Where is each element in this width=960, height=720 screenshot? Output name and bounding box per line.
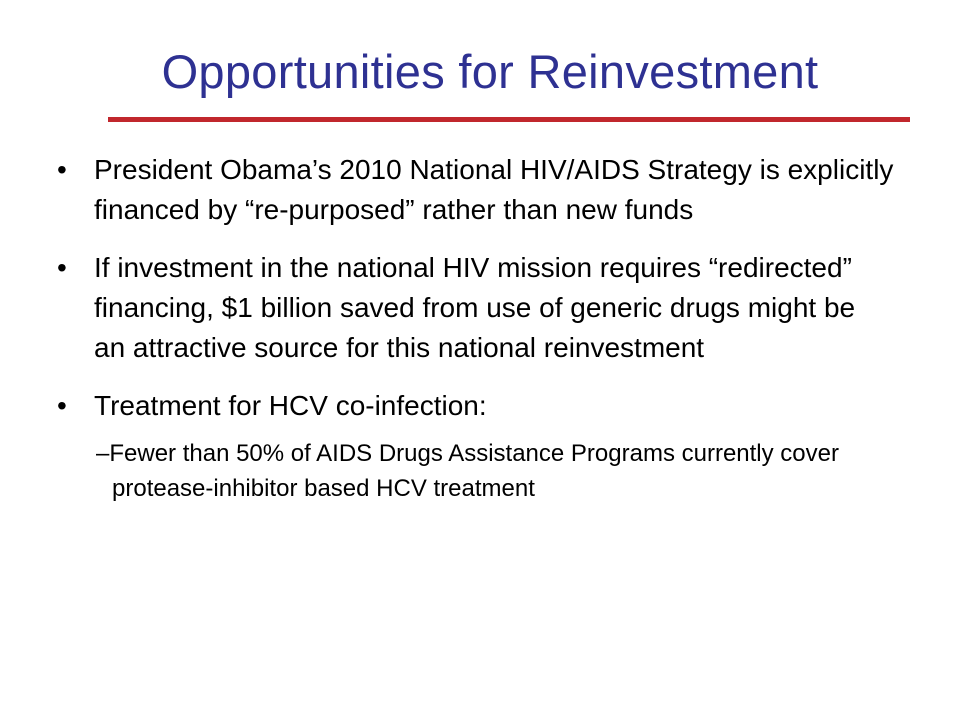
bullet-text: If investment in the national HIV mission requires “redirected” financing, $1 billion saved from use of generic drugs might be an attractive source for this national reinvestment — [94, 252, 856, 363]
title-divider — [108, 117, 910, 122]
bullet-item — [0, 150, 894, 230]
bullet-item — [0, 248, 894, 368]
bullet-marker: • — [57, 154, 67, 185]
bullet-text: Treatment for HCV co-infection: — [94, 390, 487, 421]
bullet-marker: • — [57, 252, 67, 283]
bullet-marker: • — [57, 390, 67, 421]
bullet-list — [0, 150, 960, 506]
sub-bullet-marker: – — [96, 440, 110, 467]
bullet-item — [0, 386, 894, 426]
bullet-text: President Obama’s 2010 National HIV/AIDS Strategy is explicitly financed by “re-purposed” rather than new funds — [94, 154, 894, 225]
sub-bullet-text: Fewer than 50% of AIDS Drugs Assistance Programs currently cover protease-inhibitor based HCV treatment — [109, 440, 839, 502]
slide-title: Opportunities for Reinvestment — [161, 45, 819, 98]
sub-bullet-item — [0, 436, 912, 506]
